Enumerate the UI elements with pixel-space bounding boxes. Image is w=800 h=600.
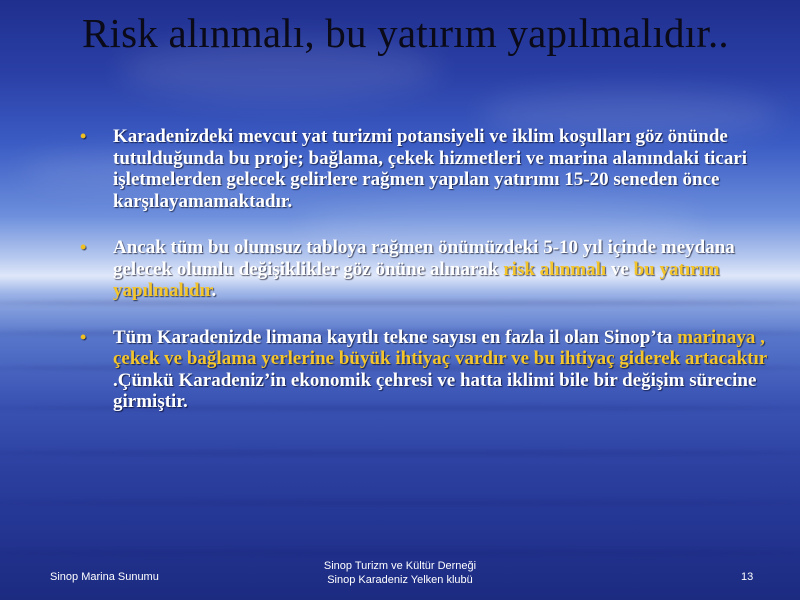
bullet-text: Karadenizdeki mevcut yat turizmi potansiyeli ve iklim koşulları göz önünde tutulduğunda bu proje; bağlama, çekek hizmetleri ve marina alanındaki ticari işletmelerden gelecek gelirlere rağmen yapılan yatırımı 15-20 seneden önce karşılayamamaktadır. (113, 126, 748, 212)
bullet-text: . (211, 280, 217, 301)
bullet-text: Ancak tüm bu olumsuz tabloya rağmen önümüzdeki 5-10 yıl içinde meydana gelecek olumlu değişiklikler göz önüne alınarak (113, 237, 735, 280)
bullet-item (80, 126, 780, 212)
highlighted-phrase: marinaya , çekek ve bağlama yerlerine büyük ihtiyaç vardır ve bu ihtiyaç giderek artacaktır (113, 326, 767, 369)
bullet-dot-icon: • (80, 126, 87, 146)
sea-wave (0, 500, 800, 506)
footer-organization-line1: Sinop Turizm ve Kültür Derneği (323, 560, 477, 572)
bullet-text: .Çünkü Karadeniz’in ekonomik çehresi ve hatta iklimi bile bir değişim sürecine girmiştir. (113, 369, 757, 412)
bullet-text: ve (606, 258, 634, 280)
footer-organization (300, 559, 500, 587)
bullet-item (80, 237, 780, 302)
sea-wave (0, 450, 800, 456)
bullet-text: Tüm Karadenizde limana kayıtlı tekne sayısı en fazla il olan Sinop’ta (113, 326, 678, 348)
bullet-item (80, 327, 780, 413)
highlighted-phrase: bu yatırım yapılmalıdır (113, 258, 720, 301)
sea-wave (0, 550, 800, 556)
bullet-dot-icon: • (80, 237, 87, 257)
footer-presentation-name: Sinop Marina Sunumu (50, 571, 159, 583)
bullet-dot-icon: • (80, 326, 87, 347)
footer-organization-line2: Sinop Karadeniz Yelken klubü (327, 574, 473, 586)
highlighted-phrase: risk alınmalı (503, 258, 607, 280)
slide-number: 13 (741, 571, 754, 583)
slide-title: Risk alınmalı, bu yatırım yapılmalıdır.. (82, 10, 729, 56)
bullet-list (80, 126, 780, 413)
